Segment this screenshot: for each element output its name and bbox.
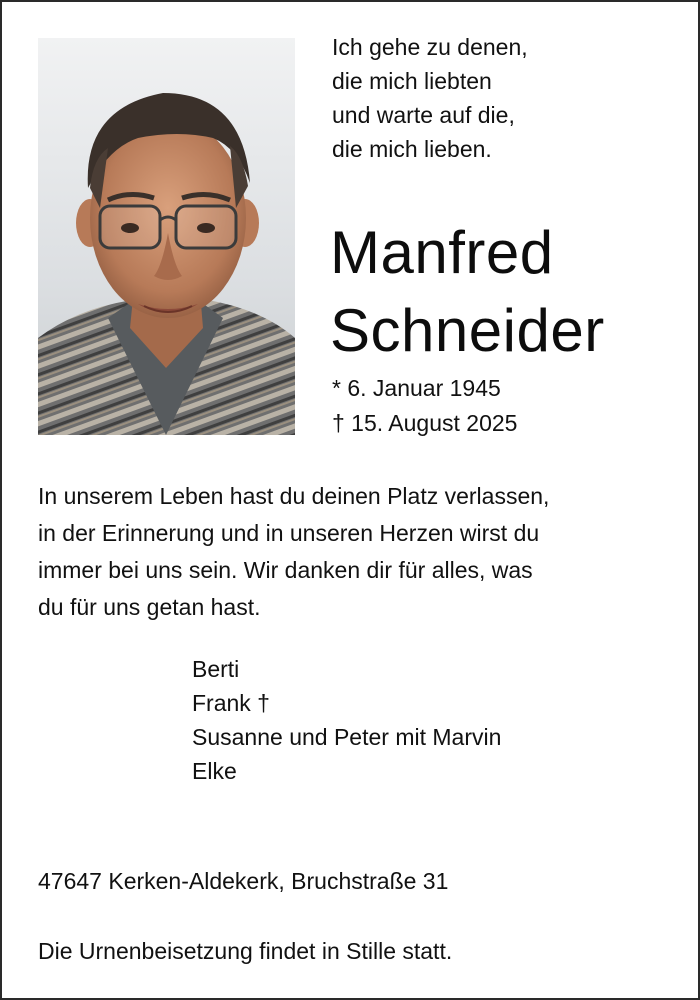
mourner-name: Frank † (192, 690, 270, 716)
birth-date: * 6. Januar 1945 (332, 375, 501, 401)
death-date: † 15. August 2025 (332, 410, 518, 436)
poem (332, 30, 662, 166)
mourner-name: Susanne und Peter mit Marvin (192, 724, 502, 750)
mourners-list (192, 652, 612, 788)
family-address: 47647 Kerken-Aldekerk, Bruchstraße 31 (38, 868, 449, 894)
poem-line: Ich gehe zu denen, (332, 34, 528, 60)
message-line: in der Erinnerung und in unseren Herzen wirst du (38, 520, 540, 546)
deceased-name (330, 214, 690, 370)
last-name: Schneider (330, 297, 605, 364)
farewell-message (38, 478, 668, 626)
message-line: In unserem Leben hast du deinen Platz verlassen, (38, 483, 550, 509)
portrait-illustration (38, 38, 295, 435)
first-name: Manfred (330, 219, 554, 286)
poem-line: die mich liebten (332, 68, 492, 94)
portrait-photo (38, 38, 295, 435)
poem-line: und warte auf die, (332, 102, 515, 128)
mourner-name: Berti (192, 656, 240, 682)
life-dates (332, 371, 662, 441)
burial-note: Die Urnenbeisetzung findet in Stille statt. (38, 938, 453, 964)
poem-line: die mich lieben. (332, 136, 492, 162)
message-line: immer bei uns sein. Wir danken dir für alles, was (38, 557, 533, 583)
mourner-name: Elke (192, 758, 237, 784)
message-line: du für uns getan hast. (38, 594, 261, 620)
